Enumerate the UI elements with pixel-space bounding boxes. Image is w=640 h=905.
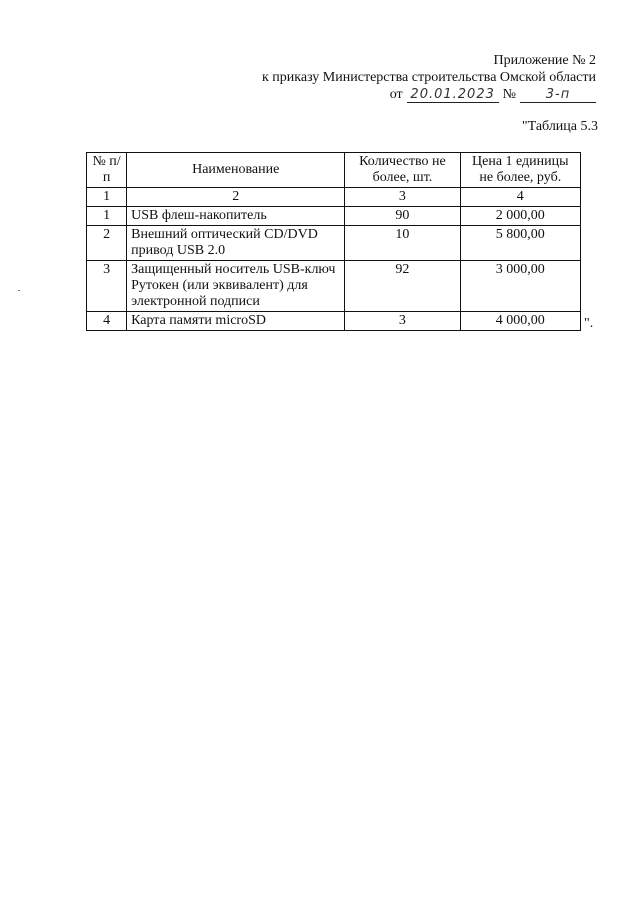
appendix-title: Приложение № 2 <box>493 53 596 68</box>
row-number: 1 <box>87 207 127 226</box>
number-label: № <box>502 87 516 102</box>
order-number-handwritten: 3-п <box>520 86 596 103</box>
order-reference: к приказу Министерства строительства Омской области <box>261 70 596 85</box>
closing-quote: ". <box>584 316 594 331</box>
table-row <box>87 226 581 261</box>
column-header-quantity: Количество не более, шт. <box>345 153 460 188</box>
column-number: 4 <box>460 188 580 207</box>
column-number: 2 <box>127 188 345 207</box>
row-number: 4 <box>87 312 127 331</box>
item-price: 2 000,00 <box>460 207 580 226</box>
table-row <box>87 312 581 331</box>
column-numbers-row <box>87 188 581 207</box>
scan-speck <box>18 290 20 291</box>
item-price: 4 000,00 <box>460 312 580 331</box>
table-label: "Таблица 5.3 <box>521 119 598 134</box>
item-name: Карта памяти microSD <box>127 312 345 331</box>
equipment-table <box>86 152 581 331</box>
column-header-price: Цена 1 единицы не более, руб. <box>460 153 580 188</box>
item-quantity: 90 <box>345 207 460 226</box>
column-number: 1 <box>87 188 127 207</box>
item-name: USB флеш-накопитель <box>127 207 345 226</box>
item-quantity: 10 <box>345 226 460 261</box>
item-name: Защищенный носитель USB-ключ Рутокен (или эквивалент) для электронной подписи <box>127 261 345 312</box>
item-quantity: 92 <box>345 261 460 312</box>
table-row <box>87 207 581 226</box>
column-number: 3 <box>345 188 460 207</box>
order-date-handwritten: 20.01.2023 <box>407 86 499 103</box>
item-quantity: 3 <box>345 312 460 331</box>
column-header-name: Наименование <box>127 153 345 188</box>
row-number: 2 <box>87 226 127 261</box>
item-name: Внешний оптический CD/DVD привод USB 2.0 <box>127 226 345 261</box>
table-header-row <box>87 153 581 188</box>
item-price: 3 000,00 <box>460 261 580 312</box>
row-number: 3 <box>87 261 127 312</box>
order-date-number <box>262 86 596 103</box>
document-header <box>262 52 596 103</box>
column-header-number: № п/п <box>87 153 127 188</box>
from-label: от <box>389 87 403 102</box>
table-row <box>87 261 581 312</box>
item-price: 5 800,00 <box>460 226 580 261</box>
